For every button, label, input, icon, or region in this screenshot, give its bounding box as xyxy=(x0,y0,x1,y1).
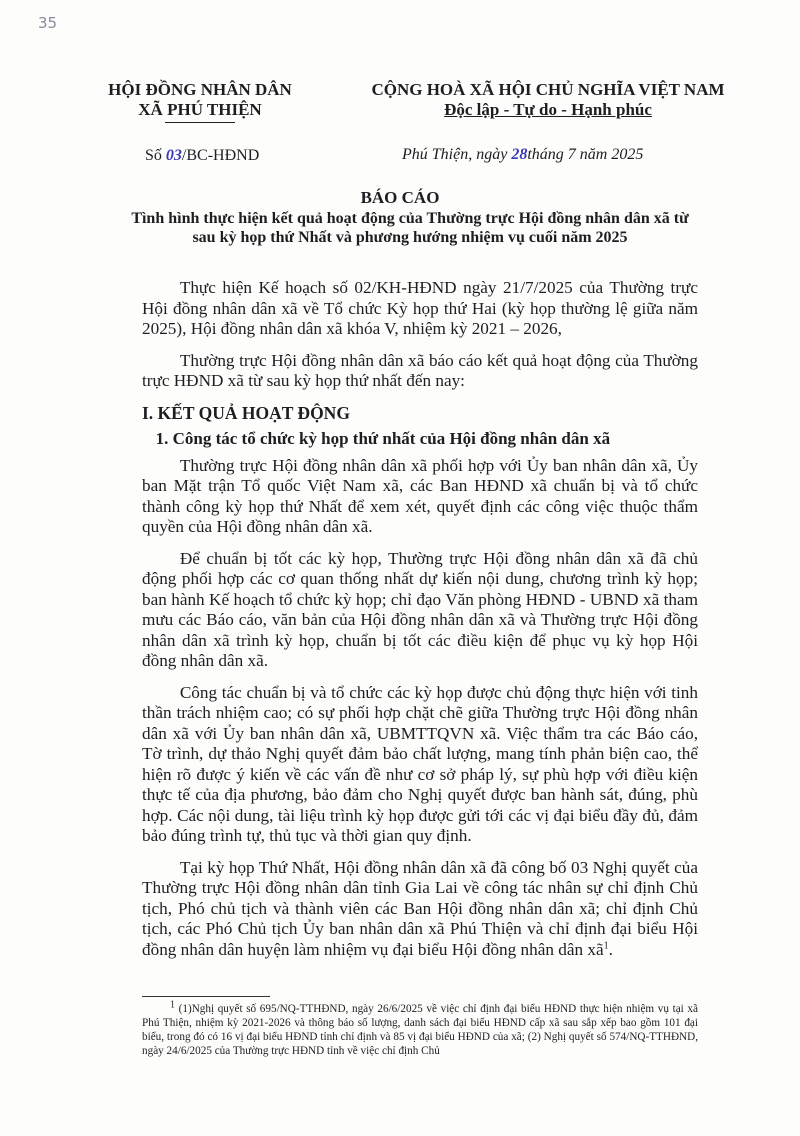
document-number: Số 03/BC-HĐND xyxy=(145,147,260,164)
national-motto: Độc lập - Tự do - Hạnh phúc xyxy=(444,100,652,119)
org-line-2: XÃ PHÚ THIỆN xyxy=(138,100,262,119)
document-body xyxy=(142,278,698,971)
national-heading xyxy=(358,80,738,120)
intro-paragraph-1: Thực hiện Kế hoạch số 02/KH-HĐND ngày 21/7/2025 của Thường trực Hội đồng nhân dân xã về Tổ chức Kỳ họp thứ Hai (kỳ họp thường lệ giữa năm 2025), Hội đồng nhân dân xã khóa V, nhiệm kỳ 2021 – 2026, xyxy=(142,278,698,338)
org-underline xyxy=(165,122,235,123)
handwritten-number: 03 xyxy=(165,147,182,164)
footnote-reference[interactable]: 1 xyxy=(603,939,609,951)
document-subtitle: Tình hình thực hiện kết quả hoạt động của Thường trực Hội đồng nhân dân xã từ sau kỳ họp thứ Nhất và phương hướng nhiệm vụ cuối năm 2025 xyxy=(131,210,689,246)
subsection-heading-1: 1. Công tác tổ chức kỳ họp thứ nhất của Hội đồng nhân dân xã xyxy=(155,429,611,448)
footnote xyxy=(142,999,698,1058)
document-date: Phú Thiện, ngày 28tháng 7 năm 2025 xyxy=(402,146,644,163)
document-title: BÁO CÁO xyxy=(360,188,440,207)
paragraph-2: Để chuẩn bị tốt các kỳ họp, Thường trực Hội đồng nhân dân xã đã chủ động phối hợp các cơ quan thống nhất dự kiến nội dung, chương trình kỳ họp; ban hành Kế hoạch tổ chức kỳ họp; chỉ đạo Văn phòng HĐND - UBND xã tham mưu các Báo cáo, văn bản của Hội đồng nhân dân xã và Thường trực Hội đồng nhân dân xã trình kỳ họp, chuẩn bị tốt các điều kiện để phục vụ kỳ họp Hội đồng nhân dân xã. xyxy=(142,548,698,670)
paragraph-1: Thường trực Hội đồng nhân dân xã phối hợp với Ủy ban nhân dân xã, Ủy ban Mặt trận Tổ quốc Việt Nam xã, các Ban HĐND xã chuẩn bị và tổ chức thành công kỳ họp thứ Nhất để xem xét, quyết định các công việc thuộc thẩm quyền của Hội đồng nhân dân xã. xyxy=(142,455,698,536)
footnote-separator xyxy=(142,996,270,997)
nation-name: CỘNG HOÀ XÃ HỘI CHỦ NGHĨA VIỆT NAM xyxy=(371,80,725,99)
paragraph-3: Công tác chuẩn bị và tổ chức các kỳ họp được chủ động thực hiện với tinh thần trách nhiệm cao; có sự phối hợp chặt chẽ giữa Thường trực Hội đồng nhân dân xã với Ủy ban nhân dân xã, UBMTTQVN xã. Việc thẩm tra các Báo cáo, Tờ trình, dự thảo Nghị quyết đảm bảo chất lượng, mang tính phản biện cao, thể hiện rõ được ý kiến về các vấn đề như cơ sở pháp lý, sự phù hợp với điều kiện thực tế của địa phương, bảo đảm cho Nghị quyết được ban hành sát, đúng, phù hợp. Các nội dung, tài liệu trình kỳ họp được gửi tới các vị đại biểu đầy đủ, đảm bảo đúng trình tự, thủ tục và thời gian quy định. xyxy=(142,682,698,845)
page-number: 35 xyxy=(38,14,58,32)
paragraph-4: Tại kỳ họp Thứ Nhất, Hội đồng nhân dân xã đã công bố 03 Nghị quyết của Thường trực Hội đồng nhân dân tỉnh Gia Lai về công tác nhân sự chỉ định Chủ tịch, Phó chủ tịch và thành viên các Ban Hội đồng nhân dân xã; chỉ định Chủ tịch, các Phó Chủ tịch Ủy ban nhân dân xã Phú Thiện và chỉ định đại biểu Hội đồng nhân dân huyện làm nhiệm vụ đại biểu Hội đồng nhân dân $xã^1$. xyxy=(142,857,698,959)
org-line-1: HỘI ĐỒNG NHÂN DÂN xyxy=(108,80,292,99)
intro-paragraph-2: Thường trực Hội đồng nhân dân xã báo cáo kết quả hoạt động của Thường trực HĐND xã từ sau kỳ họp thứ nhất đến nay: xyxy=(142,350,698,390)
footnote-text: (1)Nghị quyết số 695/NQ-TTHĐND, ngày 26/6/2025 về việc chỉ định đại biểu HĐND thực hiện nhiệm vụ tại xã Phú Thiện, nhiệm kỳ 2021-2026 và thông báo số lượng, danh sách đại biểu HĐND cấp xã sau sắp xếp bao gồm 101 đại biểu, trong đó có 16 vị đại biểu HĐND tỉnh chỉ định và 85 vị đại biểu HĐND của xã; (2) Nghị quyết số 574/NQ-TTHĐND, ngày 24/6/2025 của Thường trực HĐND tỉnh về việc chỉ định Chủ xyxy=(142,1003,698,1057)
handwritten-day: 28 xyxy=(511,146,528,163)
footnote-marker: 1 xyxy=(170,999,175,1011)
issuing-organization xyxy=(100,80,300,123)
section-heading-1: I. KẾT QUẢ HOẠT ĐỘNG xyxy=(142,402,350,423)
